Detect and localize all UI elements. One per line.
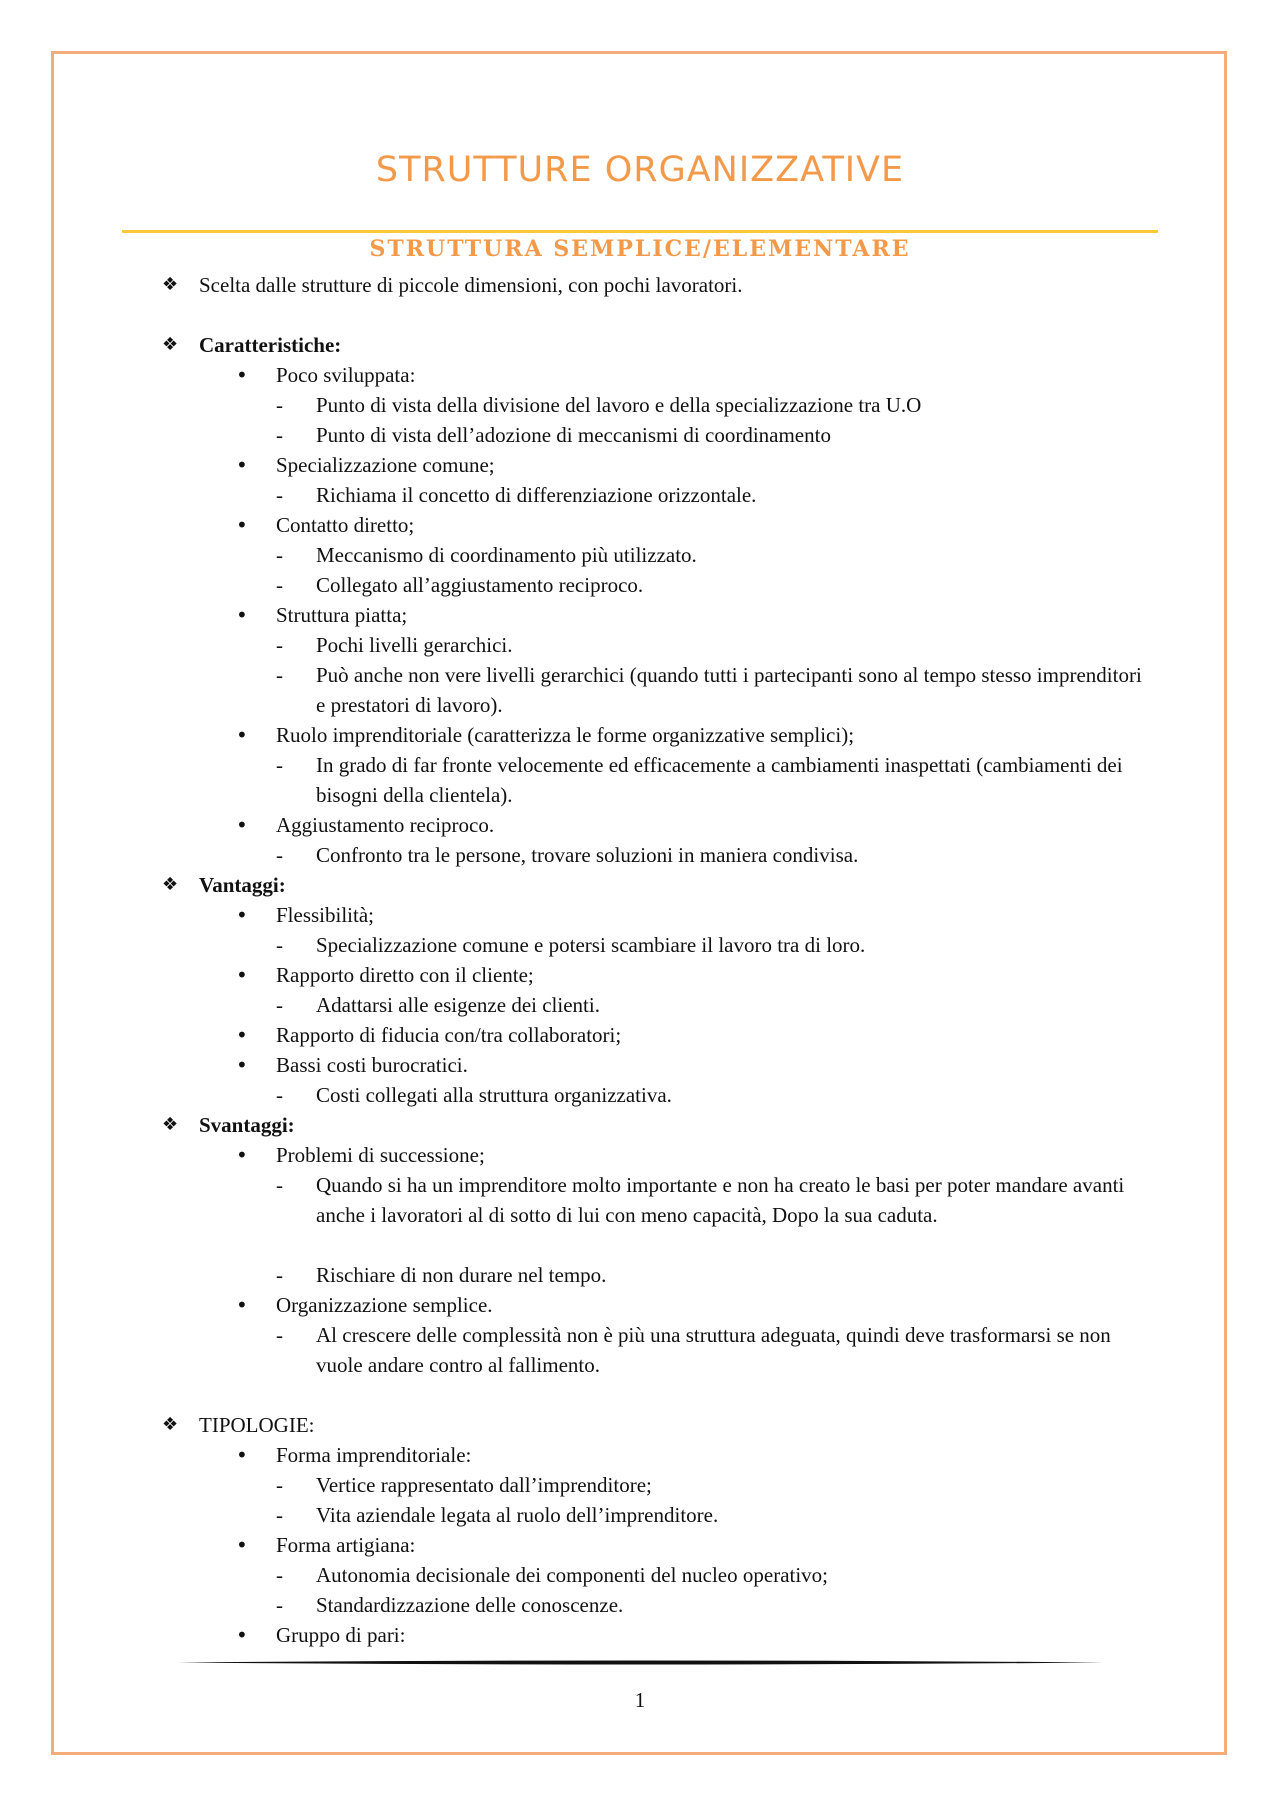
list-item-label: Ruolo imprenditoriale (caratterizza le forme organizzative semplici); [276,723,855,747]
sub-item [0,1470,1280,1500]
title-underline [122,230,1158,233]
dash-marker: - [276,1593,283,1617]
diamond-bullet-icon: ❖ [162,334,179,355]
list-item-label: Gruppo di pari: [276,1623,406,1647]
sub-item [0,540,1280,570]
bullet-icon: • [236,813,248,837]
caratteristiche-heading [0,330,1280,360]
sub-item [0,750,1280,810]
sub-item-text: Vita aziendale legata al ruolo dell’imprenditore. [316,1503,719,1527]
list-item [0,1620,1280,1650]
dash-marker: - [276,573,283,597]
sub-item [0,1080,1280,1110]
sub-item-text: Collegato all’aggiustamento reciproco. [316,573,644,597]
list-item-label: Specializzazione comune; [276,453,495,477]
sub-item [0,1320,1280,1380]
bullet-icon: • [236,513,248,537]
list-item [0,1290,1280,1320]
sub-item [0,630,1280,660]
list-item [0,510,1280,540]
page-title: STRUTTURE ORGANIZZATIVE [375,150,905,190]
sub-item-text: Punto di vista della divisione del lavoro e della specializzazione tra U.O [316,393,922,417]
sub-item-text: Costi collegati alla struttura organizzativa. [316,1083,672,1107]
spacer [0,1380,1280,1410]
sub-item [0,1170,1280,1260]
dash-marker: - [276,993,283,1017]
list-item [0,360,1280,390]
list-item-label: Flessibilità; [276,903,375,927]
bullet-icon: • [236,963,248,987]
sub-item [0,420,1280,450]
dash-marker: - [276,483,283,507]
spacer [0,300,1280,330]
list-item-label: Poco sviluppata: [276,363,416,387]
diamond-bullet-icon: ❖ [162,1414,179,1435]
bullet-icon: • [236,903,248,927]
dash-marker: - [276,663,283,687]
list-item [0,1530,1280,1560]
vantaggi-heading [0,870,1280,900]
list-item-label: Organizzazione semplice. [276,1293,493,1317]
section-subtitle: STRUTTURA SEMPLICE/ELEMENTARE [369,236,911,262]
sub-item-text: Richiama il concetto di differenziazione orizzontale. [316,483,757,507]
list-item-label: Contatto diretto; [276,513,415,537]
sub-item-text: Punto di vista dell’adozione di meccanismi di coordinamento [316,423,831,447]
diamond-bullet-icon: ❖ [162,274,179,295]
list-item [0,1020,1280,1050]
bullet-icon: • [236,723,248,747]
sub-item-text: Rischiare di non durare nel tempo. [316,1263,607,1287]
sub-item-text: Adattarsi alle esigenze dei clienti. [316,993,600,1017]
sub-item-text: Autonomia decisionale dei componenti del nucleo operativo; [316,1563,829,1587]
sub-item [0,570,1280,600]
dash-marker: - [276,1173,283,1197]
list-item-label: Rapporto diretto con il cliente; [276,963,534,987]
dash-marker: - [276,543,283,567]
page-number: 1 [634,1688,646,1712]
sub-item-text: Meccanismo di coordinamento più utilizzato. [316,543,697,567]
list-item-label: Forma artigiana: [276,1533,416,1557]
bullet-icon: • [236,453,248,477]
intro-item [0,270,1280,300]
dash-marker: - [276,1503,283,1527]
sub-item-text: In grado di far fronte velocemente ed efficacemente a cambiamenti inaspettati (cambiamenti dei bisogni della clientela). [316,753,1123,807]
list-item [0,600,1280,630]
list-item-label: Bassi costi burocratici. [276,1053,468,1077]
list-item [0,1440,1280,1470]
list-item-label: Forma imprenditoriale: [276,1443,472,1467]
bullet-icon: • [236,1623,248,1647]
bullet-icon: • [236,1143,248,1167]
document-body [0,270,1280,1650]
list-item-label: Aggiustamento reciproco. [276,813,495,837]
sub-item [0,1260,1280,1290]
svantaggi-heading [0,1110,1280,1140]
sub-item-text: Quando si ha un imprenditore molto importante e non ha creato le basi per poter mandare avanti anche i lavoratori al di sotto di lui con meno capacità, Dopo la sua caduta. [316,1173,1125,1227]
dash-marker: - [276,843,283,867]
sub-item-text: Standardizzazione delle conoscenze. [316,1593,624,1617]
sub-item [0,840,1280,870]
dash-marker: - [276,753,283,777]
section-heading: Vantaggi: [199,873,286,897]
sub-item-text: Può anche non vere livelli gerarchici (quando tutti i partecipanti sono al tempo stesso imprenditori e prestatori di lavoro). [316,663,1142,717]
sub-item [0,480,1280,510]
section-heading: TIPOLOGIE: [199,1413,315,1437]
list-item-label: Struttura piatta; [276,603,408,627]
sub-item-text: Vertice rappresentato dall’imprenditore; [316,1473,652,1497]
list-item [0,450,1280,480]
list-item [0,1140,1280,1170]
dash-marker: - [276,633,283,657]
sub-item [0,660,1280,720]
dash-marker: - [276,1323,283,1347]
diamond-bullet-icon: ❖ [162,1114,179,1135]
section-heading: Caratteristiche: [199,333,342,357]
bullet-icon: • [236,1023,248,1047]
list-item-label: Rapporto di fiducia con/tra collaboratori; [276,1023,622,1047]
dash-marker: - [276,1083,283,1107]
dash-marker: - [276,423,283,447]
section-heading: Svantaggi: [199,1113,295,1137]
bullet-icon: • [236,1293,248,1317]
list-item [0,720,1280,750]
diamond-bullet-icon: ❖ [162,874,179,895]
bullet-icon: • [236,1533,248,1557]
sub-item [0,1560,1280,1590]
list-item [0,1050,1280,1080]
bullet-icon: • [236,1443,248,1467]
sub-item [0,1590,1280,1620]
dash-marker: - [276,1263,283,1287]
sub-item-text: Specializzazione comune e potersi scambiare il lavoro tra di loro. [316,933,866,957]
bullet-icon: • [236,1053,248,1077]
sub-item-text: Al crescere delle complessità non è più una struttura adeguata, quindi deve trasformarsi se non vuole andare contro al fallimento. [316,1323,1111,1377]
dash-marker: - [276,393,283,417]
sub-item-text: Confronto tra le persone, trovare soluzioni in maniera condivisa. [316,843,859,867]
dash-marker: - [276,933,283,957]
dash-marker: - [276,1473,283,1497]
bullet-icon: • [236,603,248,627]
list-item [0,900,1280,930]
sub-item [0,930,1280,960]
bullet-icon: • [236,363,248,387]
sub-item [0,1500,1280,1530]
dash-marker: - [276,1563,283,1587]
sub-item-text: Pochi livelli gerarchici. [316,633,513,657]
list-item [0,960,1280,990]
sub-item [0,390,1280,420]
list-item-label: Problemi di successione; [276,1143,485,1167]
list-item [0,810,1280,840]
intro-text: Scelta dalle strutture di piccole dimensioni, con pochi lavoratori. [199,273,743,297]
sub-item [0,990,1280,1020]
footer-divider [178,1660,1104,1665]
tipologie-heading [0,1410,1280,1440]
